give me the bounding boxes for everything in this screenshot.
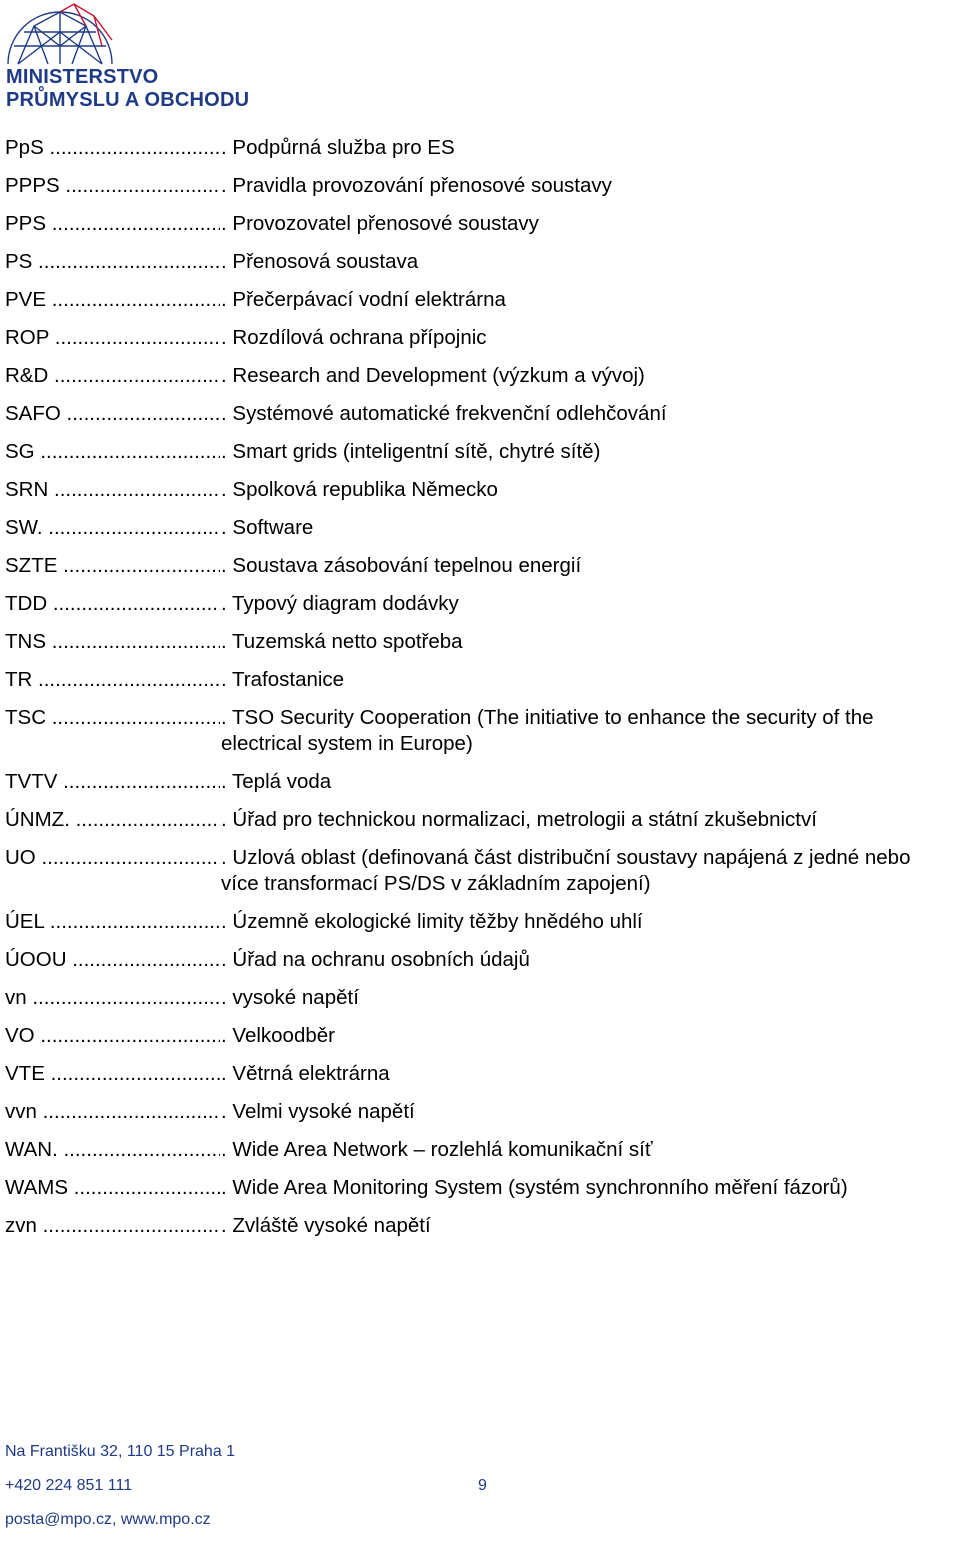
definition: . Rozdílová ochrana přípojnic (220, 325, 935, 351)
list-item (5, 1061, 935, 1087)
list-item (5, 705, 935, 757)
definition: . Územně ekologické limity těžby hnědého uhlí (220, 909, 935, 935)
definition: . Trafostanice (220, 667, 935, 693)
definition: . Systémové automatické frekvenční odlehčování (220, 401, 935, 427)
list-item (5, 1137, 935, 1163)
list-item (5, 249, 935, 275)
abbreviation: TDD ..... (5, 591, 220, 617)
logo-line-2: PRŮMYSLU A OBCHODU (6, 89, 250, 111)
page-number: 9 (478, 1477, 487, 1494)
ministry-logo (4, 0, 250, 115)
list-item (5, 477, 935, 503)
list-item (5, 1099, 935, 1125)
abbreviation: WAN. ..... (5, 1137, 220, 1163)
abbreviation: PPS ..... (5, 211, 220, 237)
definition: . Smart grids (inteligentní sítě, chytré sítě) (220, 439, 935, 465)
list-item (5, 629, 935, 655)
abbreviation: R&D ..... (5, 363, 220, 389)
list-item (5, 769, 935, 795)
globe-mesh-icon (4, 0, 116, 66)
list-item (5, 325, 935, 351)
definition: . Velmi vysoké napětí (220, 1099, 935, 1125)
list-item (5, 667, 935, 693)
definition: . Wide Area Monitoring System (systém synchronního měření fázorů) (220, 1175, 935, 1201)
definition: . Podpůrná služba pro ES (220, 135, 935, 161)
abbreviation: TNS ..... (5, 629, 220, 655)
abbreviation: SAFO ..... (5, 401, 220, 427)
abbreviation: WAMS ..... (5, 1175, 220, 1201)
abbreviation: VO ..... (5, 1023, 220, 1049)
abbreviation: PpS ..... (5, 135, 220, 161)
abbreviation: ÚEL ..... (5, 909, 220, 935)
abbreviation: SG ..... (5, 439, 220, 465)
list-item (5, 515, 935, 541)
abbreviation: vvn ..... (5, 1099, 220, 1125)
abbreviation: SW. ..... (5, 515, 220, 541)
definition: . Úřad pro technickou normalizaci, metrologii a státní zkušebnictví (220, 807, 935, 833)
abbreviation: SZTE ..... (5, 553, 220, 579)
abbreviation-list (5, 135, 935, 1251)
abbreviation: zvn ..... (5, 1213, 220, 1239)
definition: . Typový diagram dodávky (220, 591, 935, 617)
abbreviation: ÚOOU ..... (5, 947, 220, 973)
list-item (5, 553, 935, 579)
list-item (5, 439, 935, 465)
list-item (5, 985, 935, 1011)
abbreviation: PVE ..... (5, 287, 220, 313)
definition: . TSO Security Cooperation (The initiative to enhance the security of the electrical system in Europe) (220, 705, 935, 757)
footer-phone: +420 224 851 111 (5, 1477, 133, 1494)
definition: . Spolková republika Německo (220, 477, 935, 503)
definition: . Větrná elektrárna (220, 1061, 935, 1087)
definition: . Zvláště vysoké napětí (220, 1213, 935, 1239)
abbreviation: VTE ..... (5, 1061, 220, 1087)
definition: . Soustava zásobování tepelnou energií (220, 553, 935, 579)
definition: . Tuzemská netto spotřeba (220, 629, 935, 655)
definition: . vysoké napětí (220, 985, 935, 1011)
definition: . Research and Development (výzkum a vývoj) (220, 363, 935, 389)
abbreviation: ROP ..... (5, 325, 220, 351)
abbreviation: TVTV ..... (5, 769, 220, 795)
list-item (5, 807, 935, 833)
definition: . Pravidla provozování přenosové soustavy (220, 173, 935, 199)
definition: . Přenosová soustava (220, 249, 935, 275)
list-item (5, 845, 935, 897)
list-item (5, 211, 935, 237)
definition: . Wide Area Network – rozlehlá komunikační síť (220, 1137, 935, 1163)
list-item (5, 1023, 935, 1049)
abbreviation: vn ..... (5, 985, 220, 1011)
abbreviation: TSC ..... (5, 705, 220, 731)
list-item (5, 909, 935, 935)
abbreviation: PS ..... (5, 249, 220, 275)
logo-line-1: MINISTERSTVO (6, 66, 159, 88)
footer-address: Na Františku 32, 110 15 Praha 1 (5, 1443, 236, 1460)
abbreviation: UO ..... (5, 845, 220, 871)
list-item (5, 401, 935, 427)
abbreviation: SRN ..... (5, 477, 220, 503)
abbreviation: ÚNMZ. ..... (5, 807, 220, 833)
footer-contact: posta@mpo.cz, www.mpo.cz (5, 1511, 211, 1528)
list-item (5, 1213, 935, 1239)
list-item (5, 135, 935, 161)
definition: . Úřad na ochranu osobních údajů (220, 947, 935, 973)
list-item (5, 287, 935, 313)
definition: . Uzlová oblast (definovaná část distribuční soustavy napájená z jedné nebo více transformací PS/DS v základním zapojení) (220, 845, 935, 897)
list-item (5, 591, 935, 617)
definition: . Teplá voda (220, 769, 935, 795)
abbreviation: TR ..... (5, 667, 220, 693)
list-item (5, 947, 935, 973)
abbreviation: PPPS ..... (5, 173, 220, 199)
list-item (5, 363, 935, 389)
definition: . Software (220, 515, 935, 541)
definition: . Provozovatel přenosové soustavy (220, 211, 935, 237)
definition: . Velkoodběr (220, 1023, 935, 1049)
list-item (5, 173, 935, 199)
list-item (5, 1175, 935, 1201)
definition: . Přečerpávací vodní elektrárna (220, 287, 935, 313)
